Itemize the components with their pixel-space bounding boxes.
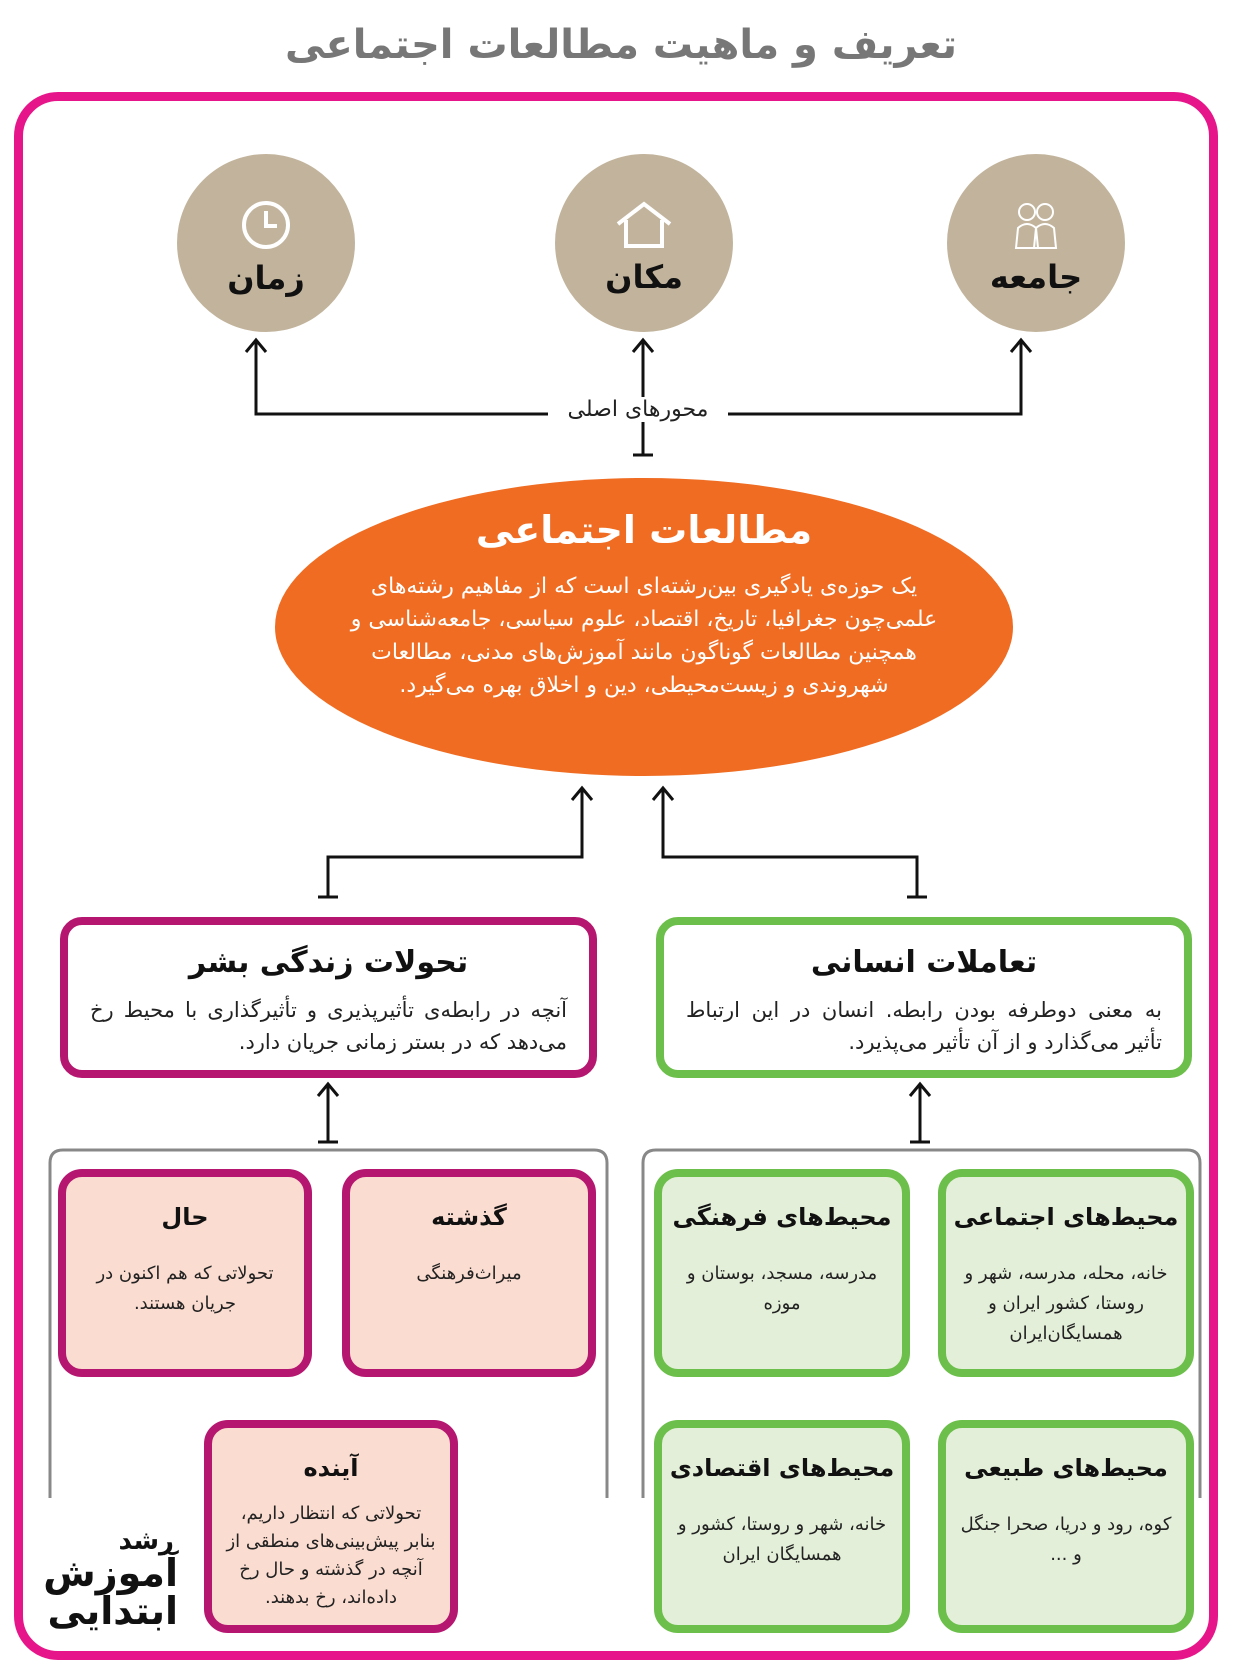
axis-place [555,154,733,332]
human-interactions-desc: به معنی دوطرفه بودن رابطه. انسان در این ارتباط تأثیر می‌گذارد و از آن تأثیر می‌پذیرد. [686,998,1162,1054]
time-title: آینده [303,1454,359,1482]
social-studies-description [325,570,963,702]
human-interactions-title: تعاملات انسانی [810,945,1038,980]
description-line: یک حوزه‌ی یادگیری بین‌رشته‌ای است که از مفاهیم رشته‌های [370,574,918,599]
environment-desc: مدرسه، مسجد، بوستان و موزه [686,1263,878,1314]
axis-place-label: مکان [605,258,683,296]
page-title: تعریف و ماهیت مطالعات اجتماعی [285,22,957,68]
time-card [58,1169,312,1377]
environment-desc: خانه، محله، مدرسه، شهر و روستا، کشور ایران و همسایگان‌ایران [964,1263,1168,1344]
logo-line: آموزش [43,1551,178,1595]
description-line: علمی‌چون جغرافیا، تاریخ، اقتصاد، علوم سیاسی، جامعه‌شناسی و [350,607,938,632]
axis-society [947,154,1125,332]
time-card [342,1169,596,1377]
logo-line: ابتدایی [47,1589,178,1633]
house-icon [614,200,674,250]
environment-card [938,1420,1194,1633]
description-line: شهروندی و زیست‌محیطی، دین و اخلاق بهره می‌گیرد. [399,673,889,698]
human-life-changes-desc: آنچه در رابطه‌ی تأثیرپذیری و تأثیرگذاری با محیط رخ می‌دهد که در بستر زمانی جریان دارد. [90,998,567,1054]
time-title: گذشته [431,1203,507,1231]
environment-title: محیط‌های اقتصادی [669,1454,895,1482]
axis-time [177,154,355,332]
time-desc: میراث‌فرهنگی [416,1263,522,1284]
description-line: همچنین مطالعات گوناگون مانند آموزش‌های مدنی، مطالعات [371,640,917,665]
clock-icon [240,199,292,251]
social-studies-title: مطالعات اجتماعی [475,508,813,552]
environment-title: محیط‌های فرهنگی [672,1203,892,1231]
environment-title: محیط‌های اجتماعی [953,1203,1179,1231]
time-desc: تحولاتی که انتظار داریم، بنابر پیش‌بینی‌های منطقی از آنچه در گذشته و حال رخ داده‌اند، رخ بدهند. [226,1503,436,1608]
environment-card [938,1169,1194,1377]
time-card [204,1420,458,1633]
human-life-changes-box [60,917,597,1078]
social-studies-ellipse [275,478,1013,776]
environment-card [654,1420,910,1633]
environment-title: محیط‌های طبیعی [964,1454,1168,1482]
logo-line: رشد [118,1526,174,1556]
human-interactions-box [656,917,1192,1078]
roshd-logo [43,1526,178,1633]
axis-society-label: جامعه [989,258,1083,296]
environment-desc: کوه، رود و دریا، صحرا جنگل و ... [960,1514,1172,1565]
environment-desc: خانه، شهر و روستا، کشور و همسایگان ایران [677,1514,887,1565]
environment-card [654,1169,910,1377]
time-desc: تحولاتی که هم اکنون در جریان هستند. [96,1263,274,1314]
human-life-changes-title: تحولات زندگی بشر [188,945,469,980]
people-icon [1008,200,1064,250]
main-axes-label: محورهای اصلی [548,397,728,422]
axis-time-label: زمان [227,259,305,297]
time-title: حال [161,1203,209,1231]
